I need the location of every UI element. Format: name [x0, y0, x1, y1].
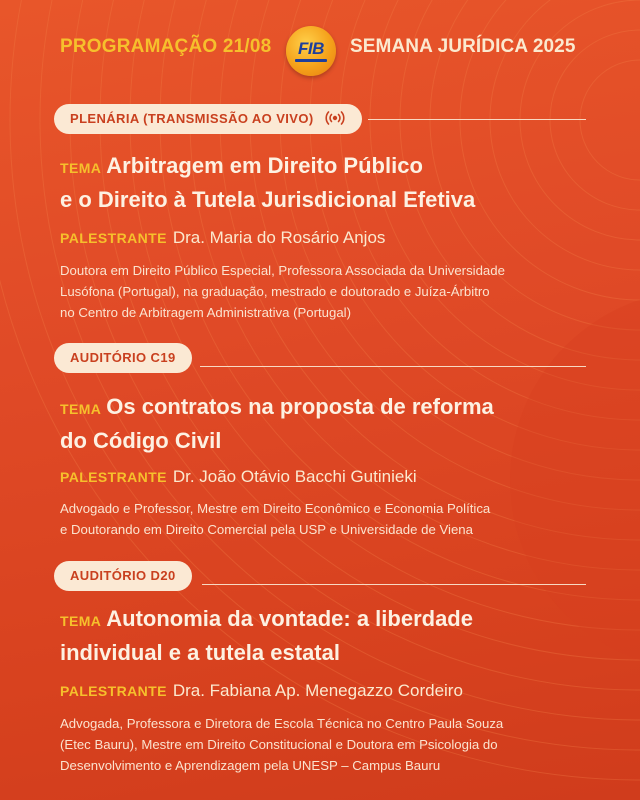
bio-line: Advogada, Professora e Diretora de Escola Técnica no Centro Paula Souza	[60, 716, 504, 731]
topic-label: TEMA	[60, 401, 102, 417]
bio-line: Doutora em Direito Público Especial, Professora Associada da Universidade	[60, 263, 505, 278]
logo-text: FIB	[298, 39, 324, 58]
topic-line-1	[60, 603, 600, 637]
topic-title-part-1: Autonomia da vontade: a liberdade	[106, 606, 473, 631]
bio-line: (Etec Bauru), Mestre em Direito Constitucional e Doutora em Psicologia do	[60, 737, 498, 752]
event-title: SEMANA JURÍDICA 2025	[350, 36, 576, 57]
logo-underline	[295, 59, 327, 62]
bio-line: Advogado e Professor, Mestre em Direito Econômico e Economia Política	[60, 501, 491, 516]
speaker-label: PALESTRANTE	[60, 683, 167, 699]
speaker-name: Dra. Maria do Rosário Anjos	[172, 228, 386, 247]
topic-title-part-2: do Código Civil	[60, 428, 222, 453]
topic-line-1	[60, 150, 600, 184]
speaker	[60, 228, 385, 248]
section-location-label: AUDITÓRIO D20	[70, 568, 176, 583]
program-date-label: PROGRAMAÇÃO 21/08	[60, 36, 272, 57]
topic-title-part-2: e o Direito à Tutela Jurisdicional Efetiva	[60, 187, 476, 212]
bio-line: e Doutorando em Direito Comercial pela USP e Universidade de Viena	[60, 522, 473, 537]
fib-logo	[286, 26, 336, 76]
speaker-label: PALESTRANTE	[60, 469, 167, 485]
topic-line-1	[60, 391, 600, 425]
topic-title-part-1: Os contratos na proposta de reforma	[106, 394, 494, 419]
live-broadcast-icon	[324, 111, 346, 125]
speaker-name: Dra. Fabiana Ap. Menegazzo Cordeiro	[172, 681, 463, 700]
topic-title-part-2: individual e a tutela estatal	[60, 640, 340, 665]
section-location-pill	[54, 561, 192, 591]
section-divider-line	[202, 584, 586, 585]
bio-line: Lusófona (Portugal), na graduação, mestrado e doutorado e Juíza-Árbitro	[60, 284, 490, 299]
section-divider-line	[368, 119, 586, 120]
speaker-name: Dr. João Otávio Bacchi Gutinieki	[172, 467, 417, 486]
bio-line: no Centro de Arbitragem Administrativa (Portugal)	[60, 305, 351, 320]
bio-line: Desenvolvimento e Aprendizagem pela UNESP – Campus Bauru	[60, 758, 441, 773]
topic-label: TEMA	[60, 160, 102, 176]
session-topic	[60, 603, 600, 669]
topic-title-part-1: Arbitragem em Direito Público	[106, 153, 423, 178]
section-location-label: PLENÁRIA (TRANSMISSÃO AO VIVO)	[70, 111, 314, 126]
speaker	[60, 467, 417, 487]
session-topic	[60, 150, 600, 216]
section-location-pill	[54, 343, 192, 373]
speaker-label: PALESTRANTE	[60, 230, 167, 246]
speaker	[60, 681, 463, 701]
speaker-bio	[60, 260, 580, 323]
speaker-bio	[60, 713, 580, 776]
section-location-label: AUDITÓRIO C19	[70, 350, 176, 365]
topic-label: TEMA	[60, 613, 102, 629]
section-divider-line	[200, 366, 586, 367]
section-location-pill	[54, 104, 362, 134]
session-topic	[60, 391, 600, 457]
speaker-bio	[60, 498, 580, 540]
